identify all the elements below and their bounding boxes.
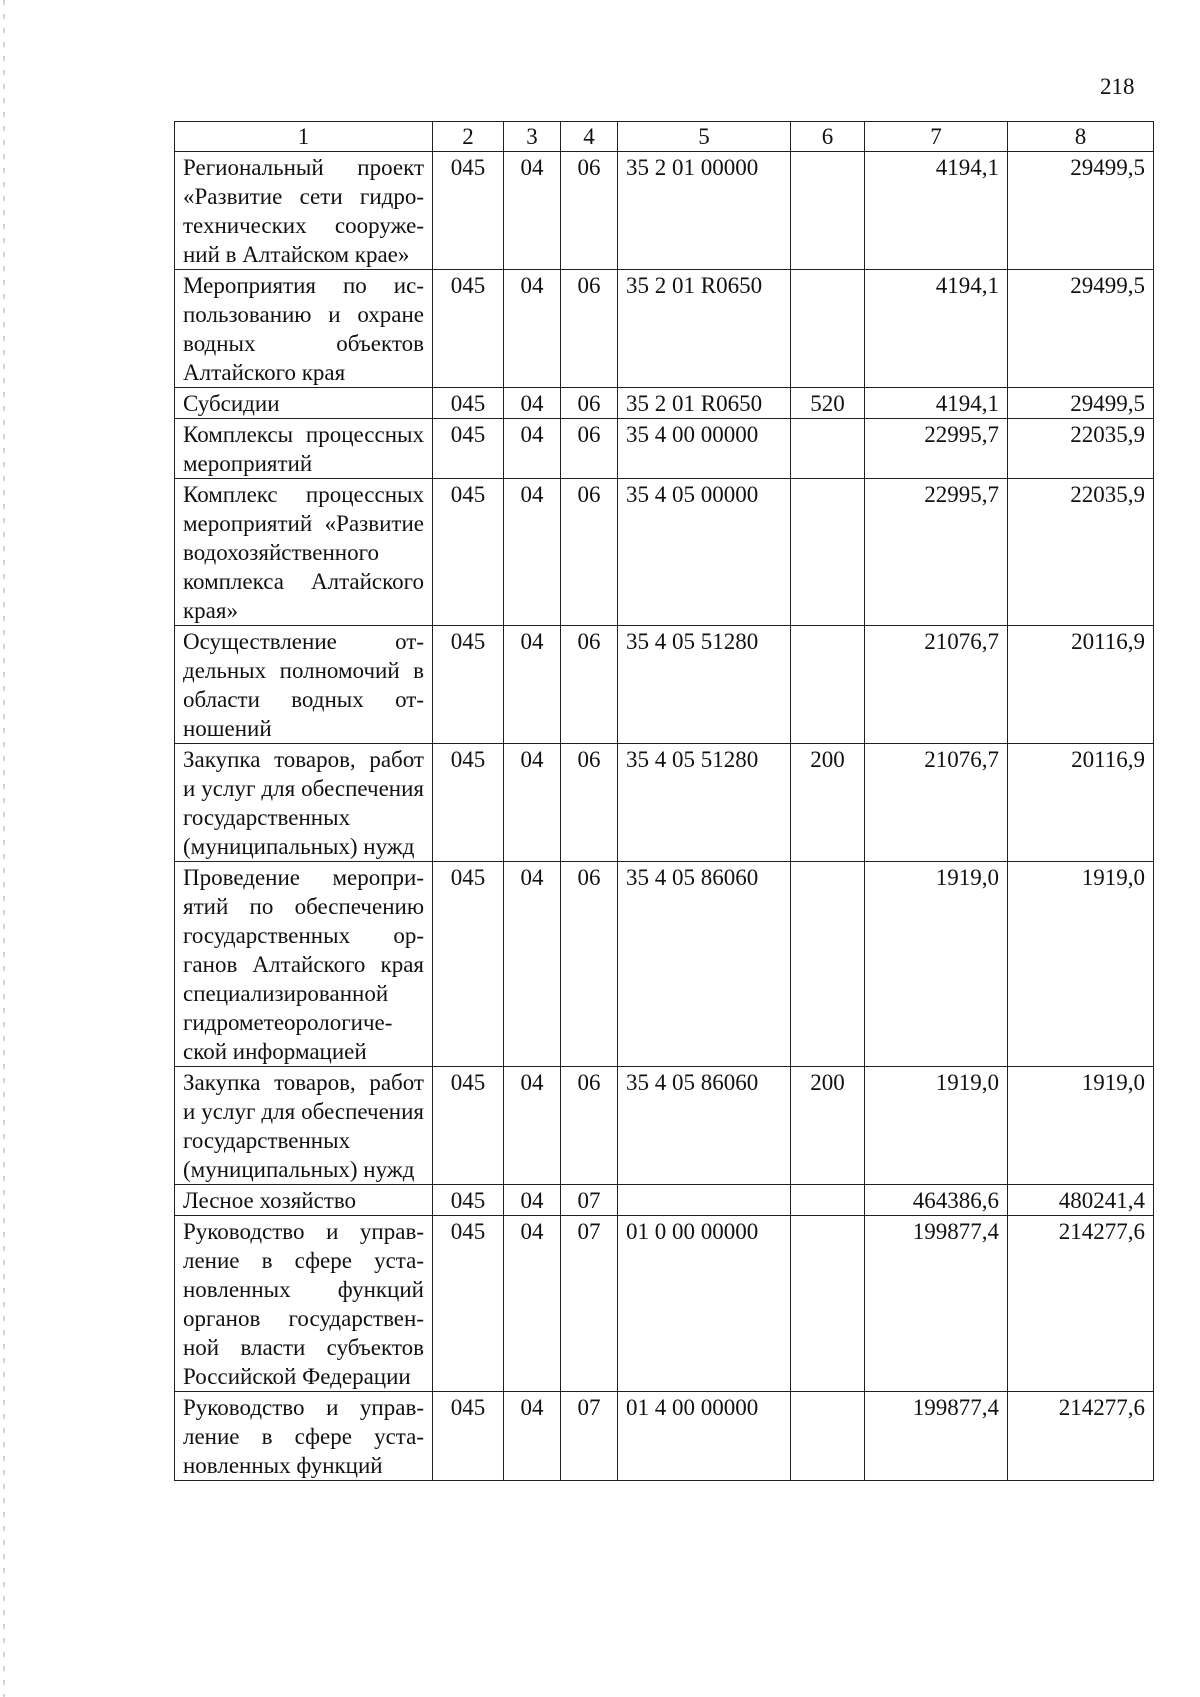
row-c4-cell: 06 — [561, 862, 618, 1067]
row-c3-cell: 04 — [504, 1392, 561, 1481]
row-name-cell: Субсидии — [175, 388, 433, 419]
table-row — [175, 479, 1154, 626]
row-c6-cell — [791, 1216, 865, 1392]
row-amount-1-cell: 1919,0 — [865, 1067, 1008, 1185]
row-amount-2-cell: 1919,0 — [1008, 1067, 1154, 1185]
row-amount-1-cell: 199877,4 — [865, 1216, 1008, 1392]
header-cell: 3 — [504, 122, 561, 152]
row-c6-cell — [791, 1185, 865, 1216]
row-c2-cell: 045 — [433, 479, 504, 626]
row-c2-cell: 045 — [433, 862, 504, 1067]
table-row — [175, 1185, 1154, 1216]
row-amount-1-cell: 22995,7 — [865, 419, 1008, 479]
budget-table — [174, 121, 1154, 1481]
row-c3-cell: 04 — [504, 1216, 561, 1392]
row-amount-2-cell: 214277,6 — [1008, 1392, 1154, 1481]
row-code-cell: 35 4 00 00000 — [618, 419, 791, 479]
table-row — [175, 419, 1154, 479]
row-amount-2-cell: 22035,9 — [1008, 479, 1154, 626]
row-c2-cell: 045 — [433, 1185, 504, 1216]
header-row — [175, 122, 1154, 152]
row-c6-cell: 200 — [791, 744, 865, 862]
row-code-cell: 35 4 05 51280 — [618, 744, 791, 862]
table-row — [175, 626, 1154, 744]
table-row — [175, 152, 1154, 270]
row-name-cell: Руководство и управление в сфере установленных функций — [175, 1392, 433, 1481]
row-c3-cell: 04 — [504, 152, 561, 270]
table-row — [175, 270, 1154, 388]
row-amount-2-cell: 29499,5 — [1008, 152, 1154, 270]
row-c3-cell: 04 — [504, 419, 561, 479]
row-amount-1-cell: 4194,1 — [865, 270, 1008, 388]
row-c6-cell: 200 — [791, 1067, 865, 1185]
row-c4-cell: 06 — [561, 626, 618, 744]
row-c2-cell: 045 — [433, 388, 504, 419]
row-code-cell: 35 4 05 86060 — [618, 862, 791, 1067]
row-name-cell: Лесное хозяйство — [175, 1185, 433, 1216]
row-c3-cell: 04 — [504, 626, 561, 744]
row-code-cell: 35 4 05 51280 — [618, 626, 791, 744]
row-c6-cell — [791, 270, 865, 388]
row-c4-cell: 06 — [561, 152, 618, 270]
row-amount-1-cell: 22995,7 — [865, 479, 1008, 626]
row-amount-1-cell: 199877,4 — [865, 1392, 1008, 1481]
page-number: 218 — [1100, 74, 1135, 99]
row-name-cell: Руководство и управление в сфере установленных функций органов государственной власти субъектов Российской Федерации — [175, 1216, 433, 1392]
table-row — [175, 388, 1154, 419]
row-name-cell: Мероприятия по использованию и охране водных объектов Алтайского края — [175, 270, 433, 388]
row-c4-cell: 06 — [561, 744, 618, 862]
row-name-cell: Осуществление отдельных полномочий в области водных отношений — [175, 626, 433, 744]
row-amount-1-cell: 4194,1 — [865, 388, 1008, 419]
row-c6-cell — [791, 419, 865, 479]
row-c6-cell — [791, 479, 865, 626]
row-c4-cell: 06 — [561, 270, 618, 388]
row-name-cell: Проведение мероприятий по обеспечению государственных органов Алтайского края специализированной гидрометеорологической информацией — [175, 862, 433, 1067]
row-code-cell: 35 4 05 00000 — [618, 479, 791, 626]
row-code-cell: 35 2 01 00000 — [618, 152, 791, 270]
row-c2-cell: 045 — [433, 270, 504, 388]
header-cell: 2 — [433, 122, 504, 152]
row-code-cell: 35 2 01 R0650 — [618, 270, 791, 388]
row-name-cell: Закупка товаров, работ и услуг для обеспечения государственных (муниципальных) нужд — [175, 1067, 433, 1185]
row-c6-cell — [791, 1392, 865, 1481]
row-c3-cell: 04 — [504, 270, 561, 388]
row-c2-cell: 045 — [433, 1392, 504, 1481]
table-row — [175, 744, 1154, 862]
row-c6-cell — [791, 862, 865, 1067]
row-c2-cell: 045 — [433, 1067, 504, 1185]
row-c2-cell: 045 — [433, 626, 504, 744]
row-c6-cell — [791, 626, 865, 744]
row-c4-cell: 06 — [561, 388, 618, 419]
table-row — [175, 1067, 1154, 1185]
row-c4-cell: 06 — [561, 1067, 618, 1185]
row-c3-cell: 04 — [504, 1185, 561, 1216]
header-cell: 8 — [1008, 122, 1154, 152]
row-code-cell: 35 4 05 86060 — [618, 1067, 791, 1185]
header-cell: 7 — [865, 122, 1008, 152]
row-amount-2-cell: 480241,4 — [1008, 1185, 1154, 1216]
row-c3-cell: 04 — [504, 388, 561, 419]
row-c6-cell: 520 — [791, 388, 865, 419]
scan-edge-marks — [3, 0, 5, 1697]
row-amount-2-cell: 20116,9 — [1008, 744, 1154, 862]
row-c4-cell: 07 — [561, 1216, 618, 1392]
header-cell: 6 — [791, 122, 865, 152]
header-cell: 1 — [175, 122, 433, 152]
row-amount-2-cell: 22035,9 — [1008, 419, 1154, 479]
row-c2-cell: 045 — [433, 419, 504, 479]
row-name-cell: Комплексы процессных мероприятий — [175, 419, 433, 479]
row-c2-cell: 045 — [433, 1216, 504, 1392]
row-c4-cell: 06 — [561, 479, 618, 626]
row-c2-cell: 045 — [433, 152, 504, 270]
row-c4-cell: 07 — [561, 1392, 618, 1481]
row-amount-1-cell: 464386,6 — [865, 1185, 1008, 1216]
row-c4-cell: 07 — [561, 1185, 618, 1216]
row-c3-cell: 04 — [504, 862, 561, 1067]
row-name-cell: Комплекс процессных мероприятий «Развитие водохозяйственного комплекса Алтайского края» — [175, 479, 433, 626]
row-name-cell: Закупка товаров, работ и услуг для обеспечения государственных (муниципальных) нужд — [175, 744, 433, 862]
row-code-cell — [618, 1185, 791, 1216]
row-code-cell: 35 2 01 R0650 — [618, 388, 791, 419]
header-cell: 4 — [561, 122, 618, 152]
row-c3-cell: 04 — [504, 744, 561, 862]
row-c4-cell: 06 — [561, 419, 618, 479]
row-amount-2-cell: 214277,6 — [1008, 1216, 1154, 1392]
row-name-cell: Региональный проект «Развитие сети гидротехнических сооружений в Алтайском крае» — [175, 152, 433, 270]
table-row — [175, 1216, 1154, 1392]
row-amount-1-cell: 21076,7 — [865, 626, 1008, 744]
row-amount-2-cell: 1919,0 — [1008, 862, 1154, 1067]
row-amount-1-cell: 4194,1 — [865, 152, 1008, 270]
table-row — [175, 862, 1154, 1067]
row-amount-2-cell: 29499,5 — [1008, 388, 1154, 419]
header-cell: 5 — [618, 122, 791, 152]
row-c3-cell: 04 — [504, 1067, 561, 1185]
row-code-cell: 01 4 00 00000 — [618, 1392, 791, 1481]
row-amount-1-cell: 21076,7 — [865, 744, 1008, 862]
row-code-cell: 01 0 00 00000 — [618, 1216, 791, 1392]
row-c2-cell: 045 — [433, 744, 504, 862]
row-c3-cell: 04 — [504, 479, 561, 626]
table-row — [175, 1392, 1154, 1481]
row-c6-cell — [791, 152, 865, 270]
row-amount-1-cell: 1919,0 — [865, 862, 1008, 1067]
row-amount-2-cell: 29499,5 — [1008, 270, 1154, 388]
row-amount-2-cell: 20116,9 — [1008, 626, 1154, 744]
